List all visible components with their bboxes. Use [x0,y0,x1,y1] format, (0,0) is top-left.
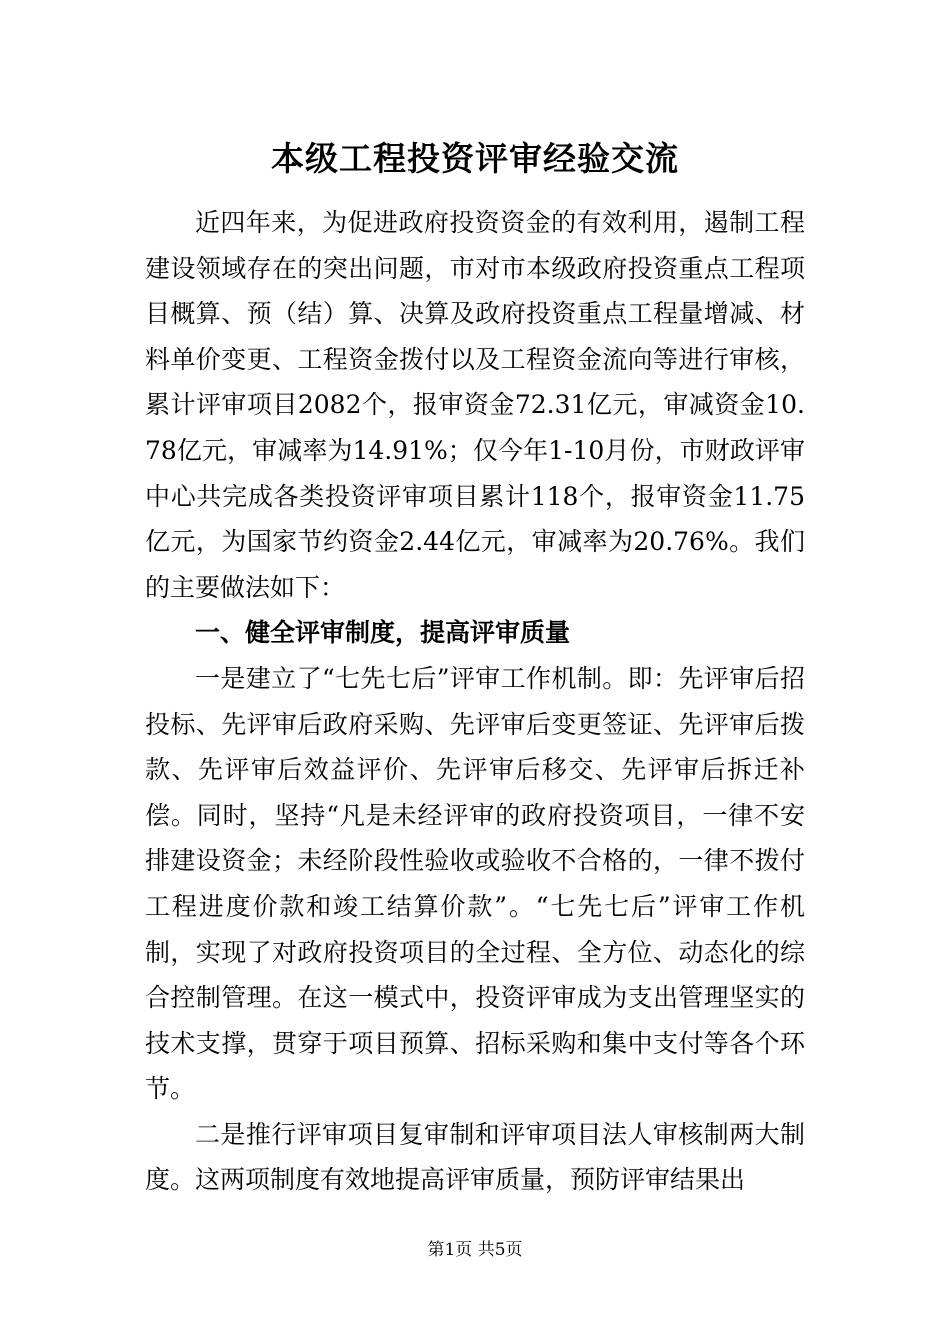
page-footer: 第1页 共5页 [427,1240,523,1260]
document-title: 本级工程投资评审经验交流 [271,139,679,178]
section-heading-1: 一、健全评审制度，提高评审质量 [195,618,571,648]
paragraph-mechanism: 一是建立了“七先七后”评审工作机制。即：先评审后招投标、先评审后政府采购、先评审后变更签证、先评审后拨款、先评审后效益评价、先评审后移交、先评审后拆迁补偿。同时，坚持“凡是未经评审的政府投资项目，一律不安排建设资金；未经阶段性验收或验收不合格的，一律不拨付工程进度价款和竣工结算价款”。“七先七后”评审工作机制，实现了对政府投资项目的全过程、全方位、动态化的综合控制管理。在这一模式中，投资评审成为支出管理坚实的技术支撑，贯穿于项目预算、招标采购和集中支付等各个环节。 [145,663,805,1104]
paragraph-review-system: 二是推行评审项目复审制和评审项目法人审核制两大制度。这两项制度有效地提高评审质量，预防评审结果出 [145,1119,805,1195]
paragraph-intro: 近四年来，为促进政府投资资金的有效利用，遏制工程建设领域存在的突出问题，市对市本级政府投资重点工程项目概算、预（结）算、决算及政府投资重点工程量增减、材料单价变更、工程资金拨付以及工程资金流向等进行审核，累计评审项目2082个，报审资金72.31亿元，审减资金10.78亿元，审减率为14.91%；仅今年1-10月份，市财政评审中心共完成各类投资评审项目累计118个，报审资金11.75亿元，为国家节约资金2.44亿元，审减率为20.76%。我们的主要做法如下： [145,208,805,602]
document-body [145,200,805,1203]
